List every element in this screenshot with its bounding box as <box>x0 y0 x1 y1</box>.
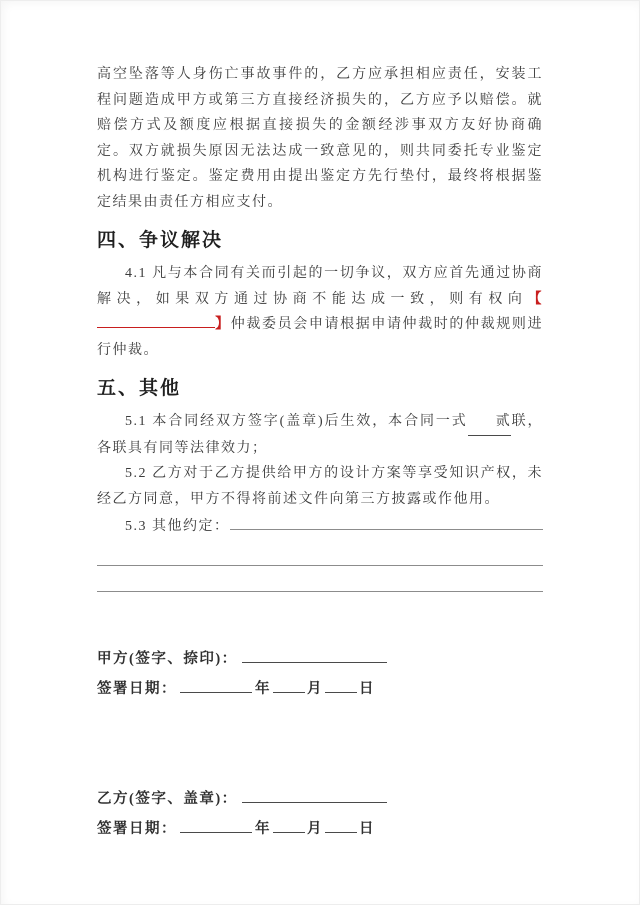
party-b-signature-row <box>97 784 543 814</box>
clause-5-2: 5.2 乙方对于乙方提供给甲方的设计方案等享受知识产权，未经乙方同意，甲方不得将前述文件向第三方披露或作他用。 <box>97 466 543 507</box>
clause-5-1-text-before: 5.1 本合同经双方签字(盖章)后生效，本合同一式 <box>125 414 468 429</box>
party-b-date-label: 签署日期： <box>97 820 177 837</box>
party-b-month-label: 月 <box>307 820 323 837</box>
party-a-month-blank <box>273 678 305 693</box>
blank-arbitration-committee <box>97 313 215 328</box>
party-a-signature-block <box>97 644 543 704</box>
clause-4-1-text-after: 仲裁委员会申请根据申请仲裁时的仲裁规则进行仲裁。 <box>97 317 544 358</box>
party-a-date-label: 签署日期： <box>97 680 177 697</box>
party-a-year-blank <box>180 678 252 693</box>
party-a-day-label: 日 <box>359 680 375 697</box>
red-bracket-open: 【 <box>527 291 543 307</box>
blank-other-agreements-line-3 <box>97 566 543 592</box>
document-content <box>97 62 543 844</box>
party-b-month-blank <box>273 818 305 833</box>
party-a-label: 甲方(签字、捺印)： <box>97 650 238 667</box>
party-b-year-label: 年 <box>255 820 271 837</box>
party-b-date-row <box>97 814 543 844</box>
clause-5-1-text-after: 联，各联具有同等法律效力； <box>97 414 544 456</box>
party-a-month-label: 月 <box>307 680 323 697</box>
party-a-year-label: 年 <box>255 680 271 697</box>
party-b-signature-blank <box>242 788 387 803</box>
party-b-day-blank <box>325 818 357 833</box>
clause-5-3 <box>97 513 543 540</box>
clause-5-1 <box>97 409 543 461</box>
party-a-signature-row <box>97 644 543 674</box>
copies-count-underlined: 贰 <box>468 409 512 436</box>
blank-other-agreements-line-1 <box>230 513 544 530</box>
party-b-signature-block <box>97 784 543 844</box>
blank-other-agreements-line-2 <box>97 540 543 566</box>
party-b-label: 乙方(签字、盖章)： <box>97 790 238 807</box>
clause-5-3-label: 5.3 其他约定： <box>125 519 230 534</box>
section-heading-other: 五、其他 <box>97 378 182 399</box>
party-a-signature-blank <box>242 648 387 663</box>
party-a-day-blank <box>325 678 357 693</box>
continuation-paragraph: 高空坠落等人身伤亡事故事件的，乙方应承担相应责任，安装工程问题造成甲方或第三方直接经济损失的，乙方应予以赔偿。就赔偿方式及额度应根据直接损失的金额经涉事双方友好协商确定。双方就损失原因无法达成一致意见的，则共同委托专业鉴定机构进行鉴定。鉴定费用由提出鉴定方先行垫付，最终将根据鉴定结果由责任方相应支付。 <box>97 67 543 210</box>
party-a-date-row <box>97 674 543 704</box>
party-b-day-label: 日 <box>359 820 375 837</box>
party-b-year-blank <box>180 818 252 833</box>
clause-4-1 <box>97 261 543 363</box>
section-heading-dispute-resolution: 四、争议解决 <box>97 230 224 251</box>
clause-4-1-text-before: 4.1 凡与本合同有关而引起的一切争议，双方应首先通过协商解决，如果双方通过协商不能达成一致，则有权向 <box>97 266 543 307</box>
red-bracket-close: 】 <box>215 317 231 332</box>
